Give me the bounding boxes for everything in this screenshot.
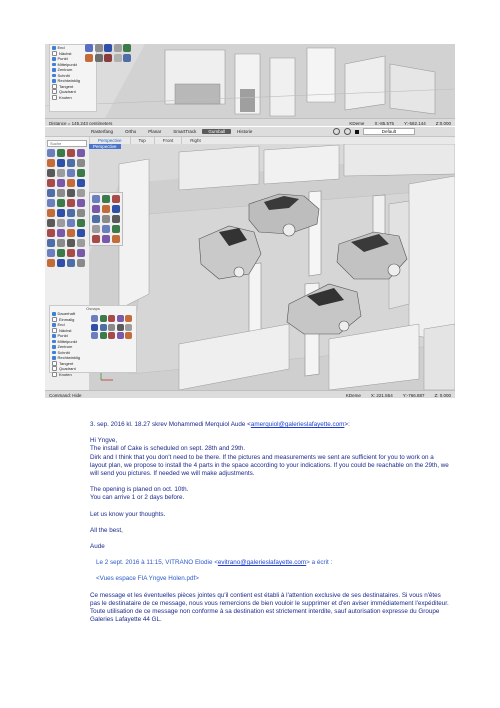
option-label: Punkt (57, 56, 68, 62)
move-icon[interactable] (85, 54, 93, 62)
tool-icon[interactable] (102, 235, 110, 243)
tool-icon[interactable] (47, 149, 55, 157)
tool-icon[interactable] (108, 315, 115, 322)
quote-attachment[interactable]: <Vues espace FIA Yngve Holen.pdf> (96, 575, 199, 583)
tool-icon[interactable] (112, 195, 120, 203)
tool-icon[interactable] (47, 259, 55, 267)
tool-icon[interactable] (77, 199, 85, 207)
para1-line3: layout plan, we propose to install the 4 parts in the space according to your indications. If you could be reachable on the 29th, we (90, 461, 449, 469)
para1-line2: Dirk and I think that you don't need to be there. If the pictures and measurements we sent are sufficient for you to work on a (90, 453, 434, 461)
option-label: Knoten (59, 371, 72, 377)
osnap-option[interactable] (50, 372, 136, 378)
tool-icon[interactable] (77, 239, 85, 247)
viewport-tab[interactable]: Front (154, 137, 182, 144)
checkbox[interactable] (52, 74, 56, 78)
box-icon[interactable] (114, 44, 122, 52)
disclaimer-line2: pas le destinataire de ce message, nous vous remercions de bien vouloir le supprimer et d'en aviser immédiatement l'expéditeur. (90, 599, 449, 607)
option-label: Punkt (57, 333, 68, 339)
para2-line2: You can arrive 1 or 2 days before. (90, 494, 185, 502)
osnap-icons (91, 315, 132, 339)
tool-icon[interactable] (125, 332, 132, 339)
checkbox[interactable] (52, 63, 56, 67)
checkbox[interactable] (52, 89, 57, 94)
checkbox[interactable] (52, 51, 57, 56)
toolbar-tabs (45, 127, 455, 137)
checkbox[interactable] (52, 334, 56, 338)
tool-icon[interactable] (47, 159, 55, 167)
checkbox[interactable] (52, 68, 56, 72)
tool-icon[interactable] (108, 324, 115, 331)
toolbar-tab[interactable]: Rasterfang (91, 129, 114, 134)
viewport-tab[interactable]: Perspective (89, 137, 130, 144)
signature: Aude (90, 543, 105, 551)
tool-icon[interactable] (67, 219, 75, 227)
checkbox[interactable] (52, 328, 57, 333)
tool-icon[interactable] (77, 159, 85, 167)
status-bar-top (45, 118, 455, 126)
layer-dropdown[interactable]: Default (363, 128, 415, 135)
tool-icon[interactable] (100, 315, 107, 322)
tool-icon[interactable] (57, 149, 65, 157)
tool-icon[interactable] (57, 239, 65, 247)
quote-email-link[interactable]: evitrano@galerieslafayette.com (217, 559, 307, 567)
tool-icon[interactable] (92, 225, 100, 233)
checkbox[interactable] (52, 340, 56, 344)
viewport-tab[interactable]: Top (130, 137, 154, 144)
layer-icon[interactable] (123, 44, 131, 52)
option-label: Mittelpunkt (57, 338, 77, 344)
email-header: 3. sep. 2016 kl. 18.27 skrev Mohammedi Merquiol Aude <amerquiol@galerieslafayette.com>: (90, 421, 350, 428)
option-label: Einmalig (59, 316, 75, 322)
floating-palette (89, 192, 123, 246)
sphere-icon[interactable] (95, 44, 103, 52)
tool-icon[interactable] (47, 249, 55, 257)
tool-icon[interactable] (125, 315, 132, 322)
tool-icon[interactable] (102, 215, 110, 223)
tool-icon[interactable] (91, 332, 98, 339)
tool-icon[interactable] (92, 205, 100, 213)
checkbox[interactable] (52, 356, 56, 360)
tool-icon[interactable] (67, 149, 75, 157)
tool-icon[interactable] (77, 229, 85, 237)
tool-icon[interactable] (47, 189, 55, 197)
option-label: Nächst (59, 327, 72, 333)
disclaimer-line3: Toute utilisation de ce message non conforme à sa destination est strictement interdite, sauf autorisation expresse du Groupe (90, 608, 440, 616)
greeting: Hi Yngve, (90, 437, 118, 445)
settings-icon[interactable] (344, 128, 351, 135)
cplane-label: KDeme (349, 120, 365, 126)
tool-icon[interactable] (77, 249, 85, 257)
option-label: Mittelpunkt (57, 61, 77, 67)
tool-icon[interactable] (100, 332, 107, 339)
option-label: Zentrum (57, 344, 73, 350)
checkbox[interactable] (52, 361, 57, 366)
x-coord: X:-85.575 (374, 120, 394, 126)
tool-icon[interactable] (100, 324, 107, 331)
command-line[interactable]: Command: Hide (49, 392, 82, 398)
lock-icon[interactable] (95, 54, 103, 62)
checkbox[interactable] (52, 323, 56, 327)
tool-icon[interactable] (47, 239, 55, 247)
tool-icon[interactable] (57, 169, 65, 177)
z-coord: Z:0.000 (435, 120, 451, 126)
tool-icon[interactable] (67, 239, 75, 247)
toolbar-tab[interactable]: SmartTrack (173, 129, 197, 134)
render-icon[interactable] (104, 44, 112, 52)
tool-icon[interactable] (125, 324, 132, 331)
monitor-icon[interactable] (114, 54, 122, 62)
viewport-tab[interactable]: Right (181, 137, 209, 144)
checkbox[interactable] (52, 317, 57, 322)
option-label: Zentrum (57, 67, 73, 73)
tool-icon[interactable] (77, 189, 85, 197)
tool-icon[interactable] (47, 199, 55, 207)
help-icon[interactable] (333, 128, 340, 135)
y-coord: Y:-582.144 (403, 120, 426, 126)
tool-icon[interactable] (47, 179, 55, 187)
option-label: Quadrant (59, 89, 76, 95)
tool-icon[interactable] (57, 229, 65, 237)
osnap-option[interactable] (50, 95, 96, 101)
tool-icon[interactable] (92, 215, 100, 223)
tool-icon[interactable] (57, 159, 65, 167)
tool-icon[interactable] (67, 249, 75, 257)
brush-icon[interactable] (123, 54, 131, 62)
toolbar-tab[interactable]: Gumball (202, 129, 231, 134)
y-coord-main: Y:-766.887 (402, 392, 425, 398)
rhino-screenshot-top (45, 44, 455, 126)
tool-icon[interactable] (67, 159, 75, 167)
closing: All the best, (90, 526, 123, 534)
tool-icon[interactable] (67, 199, 75, 207)
checkbox[interactable] (52, 372, 57, 377)
option-label: Schnitt (57, 349, 70, 355)
option-label: Tangent (59, 360, 74, 366)
checkbox[interactable] (52, 79, 56, 83)
toolbar-icons-top (85, 44, 131, 62)
viewport-tabs (89, 137, 455, 144)
tool-icon[interactable] (112, 225, 120, 233)
quote-header: Le 2 sept. 2016 à 11:15, VITRANO Elodie <evitrano@galerieslafayette.com> a écrit : (96, 559, 333, 567)
checkbox[interactable] (52, 312, 56, 316)
status-bar-main (45, 390, 455, 398)
option-label: Rechtwinklig (57, 355, 80, 361)
tool-icon[interactable] (112, 235, 120, 243)
option-label: Dauerhaft (57, 311, 76, 317)
checkbox[interactable] (52, 95, 57, 100)
para1-line1: The install of Cake is scheduled on sept. 28th and 29th. (90, 445, 246, 453)
tool-icon[interactable] (67, 229, 75, 237)
layer-color-swatch[interactable] (355, 130, 359, 134)
tool-icon[interactable] (77, 179, 85, 187)
tool-icon[interactable] (77, 259, 85, 267)
tool-icon[interactable] (47, 229, 55, 237)
tool-icon[interactable] (91, 315, 98, 322)
tool-icon[interactable] (117, 332, 124, 339)
tool-icon[interactable] (91, 324, 98, 331)
tool-icon[interactable] (57, 249, 65, 257)
tool-icon[interactable] (67, 259, 75, 267)
x-coord-main: X: 221.554 (370, 392, 393, 398)
tool-grid (47, 149, 85, 267)
tool-icon[interactable] (57, 189, 65, 197)
checkbox[interactable] (52, 366, 57, 371)
option-label: Rechtwinklig (57, 78, 80, 84)
email-body (90, 421, 462, 624)
osnap-title: Osnaps (86, 306, 100, 311)
disclaimer-line4: Galeries Lafayette 44 GL. (90, 616, 162, 624)
tool-icon[interactable] (47, 209, 55, 217)
search-input[interactable]: Suche (47, 140, 87, 147)
rotate-view-icon[interactable] (85, 44, 93, 52)
tool-icon[interactable] (77, 209, 85, 217)
para2-line1: The opening is planed on oct. 10th. (90, 486, 189, 494)
distance-readout: Distance = 145.243 centimeters (49, 120, 113, 126)
option-label: Quadrant (59, 366, 76, 372)
tool-icon[interactable] (77, 149, 85, 157)
tool-icon[interactable] (112, 205, 120, 213)
viewport-label[interactable]: Perspective (89, 144, 121, 149)
option-label: Nächst (59, 50, 72, 56)
tool-icon[interactable] (67, 179, 75, 187)
tool-icon[interactable] (92, 235, 100, 243)
disclaimer-line1: Ce message et les éventuelles pièces jointes qu'il contient est établi à l'attention exclusive de ses destinataires. Si vous n'êtes (90, 591, 441, 599)
tool-icon[interactable] (57, 179, 65, 187)
toolbar-tab[interactable]: Historie (237, 129, 253, 134)
tool-icon[interactable] (92, 195, 100, 203)
toolbar-tab[interactable]: Planar (148, 129, 162, 134)
para1-line4: will send you pictures. If needed we will make adjustments. (90, 470, 255, 478)
tool-icon[interactable] (117, 315, 124, 322)
tool-icon[interactable] (67, 209, 75, 217)
para3: Let us know your thoughts. (90, 510, 166, 518)
tool-icon[interactable] (57, 219, 65, 227)
option-label: Knoten (59, 94, 72, 100)
rhino-screenshot-main (45, 127, 455, 398)
tool-icon[interactable] (102, 195, 110, 203)
tool-icon[interactable] (77, 169, 85, 177)
tool-icon[interactable] (67, 169, 75, 177)
cplane-label-main: KDeme (345, 392, 361, 398)
sender-email-link[interactable]: amerquiol@galerieslafayette.com (250, 421, 345, 428)
z-coord-main: Z: 0.000 (434, 392, 451, 398)
tool-icon[interactable] (57, 259, 65, 267)
tool-icon[interactable] (57, 199, 65, 207)
tool-icon[interactable] (108, 332, 115, 339)
tool-icon[interactable] (102, 205, 110, 213)
option-label: End (57, 322, 65, 328)
tool-icon[interactable] (57, 209, 65, 217)
checkbox[interactable] (52, 84, 57, 89)
option-label: Tangent (59, 83, 74, 89)
tool-icon[interactable] (47, 169, 55, 177)
tool-icon[interactable] (47, 219, 55, 227)
checkbox[interactable] (52, 345, 56, 349)
tool-icon[interactable] (67, 189, 75, 197)
checkbox[interactable] (52, 57, 56, 61)
delete-icon[interactable] (104, 54, 112, 62)
tool-icon[interactable] (112, 215, 120, 223)
perspective-viewport (89, 144, 455, 390)
option-label: End (57, 45, 65, 51)
toolbar-tab[interactable]: Ortho (125, 129, 137, 134)
option-label: Schnitt (57, 72, 70, 78)
tool-icon[interactable] (117, 324, 124, 331)
tool-icon[interactable] (77, 219, 85, 227)
tool-icon[interactable] (102, 225, 110, 233)
checkbox[interactable] (52, 46, 56, 50)
checkbox[interactable] (52, 351, 56, 355)
